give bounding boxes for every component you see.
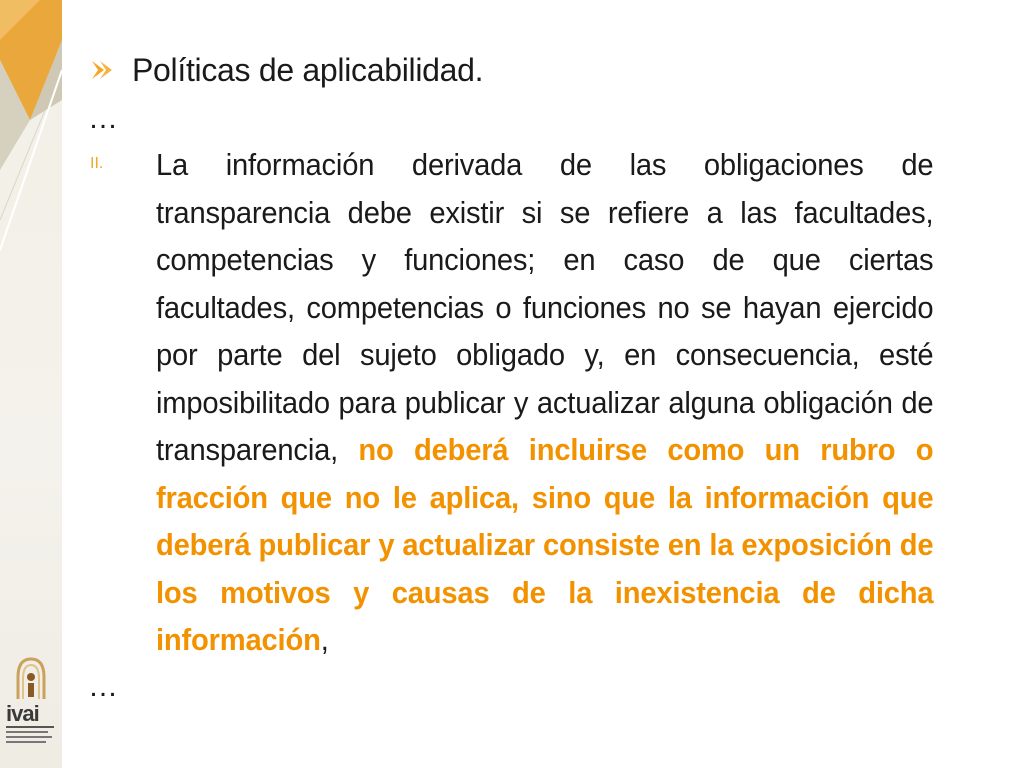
item-paragraph [156,141,933,664]
ellipsis-bottom: … [88,669,118,703]
ellipsis-top: … [88,102,118,135]
slide-heading: Políticas de aplicabilidad. [132,51,484,88]
paragraph-end-text: , [320,622,329,657]
svg-text:ivai: ivai [6,701,39,726]
arrow-right-bullet-icon [90,59,116,81]
heading-row [88,45,983,95]
slide-content [88,45,983,704]
paragraph-highlight-text: no deberá incluirse como un rubro o fracción que no le aplica, sino que la información que deberá publicar y actualizar consiste en la exposición de los motivos y causas de la inexistencia de dicha información [156,432,934,657]
sidebar-decoration [0,0,62,768]
list-item-ii [88,141,983,664]
ivai-logo [4,655,58,755]
decorative-sidebar [0,0,62,768]
paragraph-plain-text: La información derivada de las obligaciones de transparencia debe existir si se refiere a las facultades, competencias y funciones; en caso de que ciertas facultades, competencias o funciones no se hayan ejercido por parte del sujeto obligado y, en consecuencia, esté imposibilitado para publicar y actualizar alguna obligación de transparencia, [156,147,934,467]
item-numeral: II. [90,155,104,172]
